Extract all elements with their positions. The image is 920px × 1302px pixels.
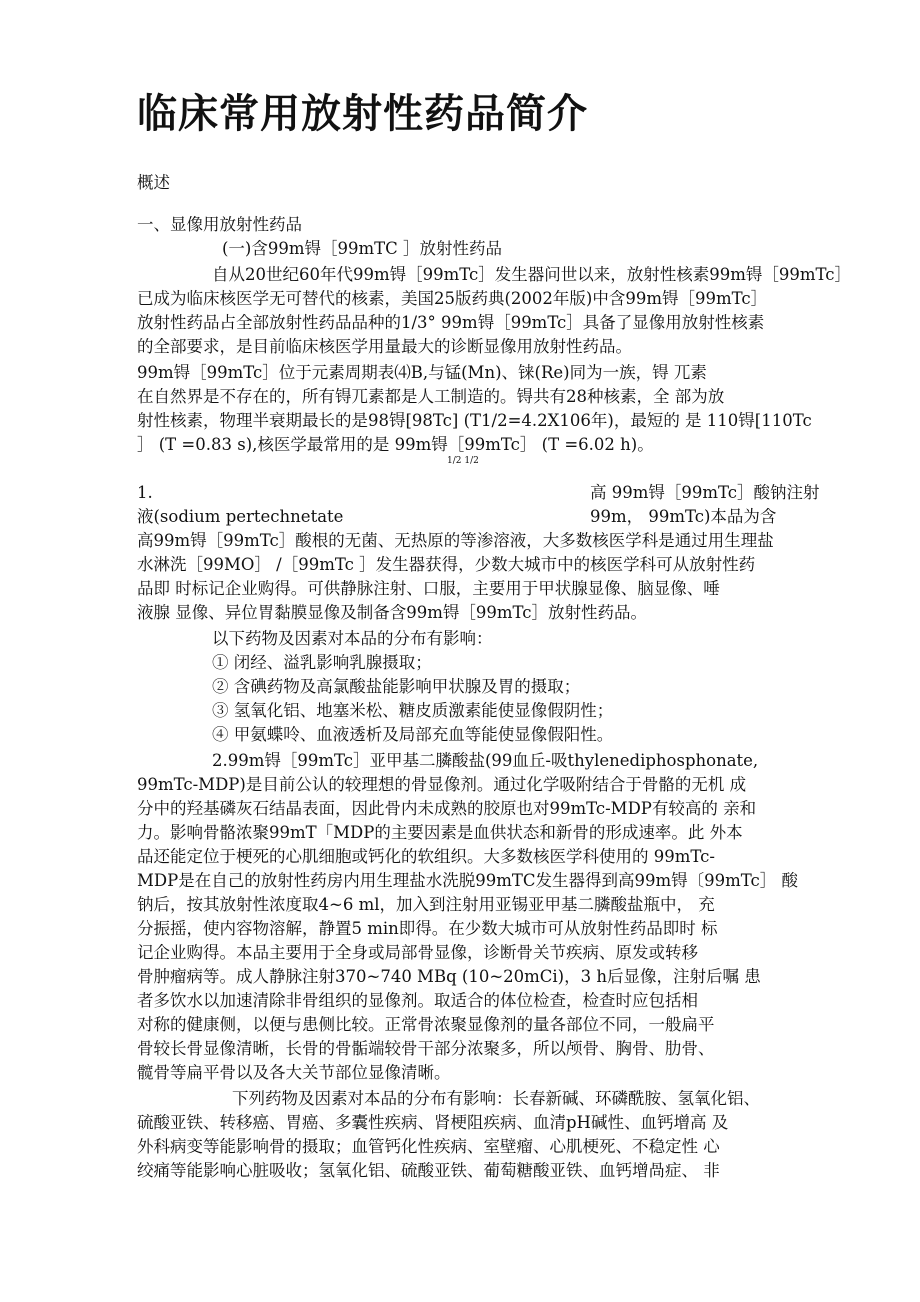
paragraph-line: 液腺 显像、异位胃黏膜显像及制备含99m锝［99mTc］放射性药品。 [137, 603, 647, 622]
factor-item: ① 闭经、溢乳影响乳腺摄取； [212, 653, 432, 672]
paragraph-line: 钠后，按其放射性浓度取4~6 ml，加入到注射用亚锡亚甲基二膦酸盐瓶中， 充 [137, 895, 715, 914]
paragraph-line: 绞痛等能影响心脏吸收；氢氧化铝、硫酸亚铁、葡萄糖酸亚铁、血钙增咼症、 非 [137, 1161, 720, 1180]
item-text-right: 99m， 99mTc)本品为含 [590, 507, 777, 526]
subsection-heading: (一)含99m锝［99mTC ］放射性药品 [222, 239, 503, 258]
item-text-left: 液(sodium pertechnetate [137, 507, 344, 526]
factors-intro: 以下药物及因素对本品的分布有影响： [212, 629, 493, 648]
paragraph-line: 分振摇，使内容物溶解，静置5 min即得。在少数大城市可从放射性药品即时 标 [137, 919, 718, 938]
paragraph-line: 力。影响骨骼浓聚99mT「MDP的主要因素是血供状态和新骨的形成速率。此 外本 [137, 823, 743, 842]
paragraph-line: 者多饮水以加速清除非骨组织的显像剂。取适合的体位检查，检查时应包括相 [137, 991, 698, 1010]
paragraph-line: 对称的健康侧，以便与患侧比较。正常骨浓聚显像剂的量各部位不同，一般扁平 [137, 1015, 715, 1034]
paragraph-line: ］ (T =0.83 s),核医学最常用的是 99m锝［99mTc］ (T =6.02 h)。 [137, 435, 654, 454]
overview-heading: 概述 [137, 173, 170, 192]
paragraph-line: MDP是在自己的放射性药房内用生理盐水洗脱99mTC发生器得到高99m锝〔99mTc］ 酸 [137, 871, 798, 890]
paragraph-line: 放射性药品占全部放射性药品品种的1/3° 99m锝［99mTc］具备了显像用放射性核素 [137, 313, 765, 332]
subscript-note: 1/2 1/2 [447, 456, 479, 466]
paragraph-line: 射性核素，物理半衰期最长的是98锝[98Tc] (T1/2=4.2X106年)，最短的 是 110锝[110Tc [137, 411, 812, 430]
paragraph-line: 硫酸亚铁、转移癌、胃癌、多囊性疾病、肾梗阻疾病、血清pH碱性、血钙增高 及 [137, 1113, 729, 1132]
paragraph-line: 的全部要求，是目前临床核医学用量最大的诊断显像用放射性药品。 [137, 337, 632, 356]
paragraph-line: 外科病变等能影响骨的摄取；血管钙化性疾病、室壁瘤、心肌梗死、不稳定性 心 [137, 1137, 720, 1156]
paragraph-line: 品还能定位于梗死的心肌细胞或钙化的软组织。大多数核医学科使用的 99mTc- [137, 847, 715, 866]
factor-item: ④ 甲氨蝶呤、血液透析及局部充血等能使显像假阳性。 [212, 725, 614, 744]
paragraph-line: 2.99m锝［99mTc］亚甲基二膦酸盐(99血丘-吸thylenediphosphonate, [212, 751, 759, 770]
paragraph-line: 记企业购得。本品主要用于全身或局部骨显像，诊断骨关节疾病、原发或转移 [137, 943, 698, 962]
paragraph-line: 髋骨等扁平骨以及各大关节部位显像清晰。 [137, 1063, 451, 1082]
paragraph-line: 水淋洗［99MO］ /［99mTc ］发生器获得，少数大城市中的核医学科可从放射性药 [137, 555, 756, 574]
paragraph-line: 高99m锝［99mTc］酸根的无菌、无热原的等渗溶液，大多数核医学科是通过用生理盐 [137, 531, 774, 550]
paragraph-line: 骨较长骨显像清晰，长骨的骨骺端较骨干部分浓聚多，所以颅骨、胸骨、肋骨、 [137, 1039, 715, 1058]
item-text-right: 高 99m锝［99mTc］酸钠注射 [590, 483, 820, 502]
factor-item: ③ 氢氧化铝、地塞米松、糖皮质激素能使显像假阴性； [212, 701, 614, 720]
page-title: 临床常用放射性药品简介 [137, 91, 588, 137]
paragraph-line: 品即 时标记企业购得。可供静脉注射、口服，主要用于甲状腺显像、脑显像、唾 [137, 579, 720, 598]
paragraph-line: 99mTc-MDP)是目前公认的较理想的骨显像剂。通过化学吸附结合于骨骼的无机 成 [137, 775, 747, 794]
paragraph-line: 99m锝［99mTc］位于元素周期表⑷B,与锰(Mn)、铼(Re)同为一族，锝 兀素 [137, 363, 707, 382]
paragraph-line: 骨肿瘤病等。成人静脉注射370~740 MBq (10~20mCi)，3 h后显像，注射后嘱 患 [137, 967, 761, 986]
paragraph-line: 下列药物及因素对本品的分布有影响：长春新碱、环磷酰胺、氢氧化铝、 [232, 1089, 760, 1108]
paragraph-line: 在自然界是不存在的，所有锝兀素都是人工制造的。锝共有28种核素，全 部为放 [137, 387, 725, 406]
section-heading: 一、显像用放射性药品 [137, 215, 302, 234]
paragraph-line: 分中的羟基磷灰石结晶表面，因此骨内未成熟的胶原也对99mTc-MDP有较高的 亲和 [137, 799, 757, 818]
paragraph-line: 已成为临床核医学无可替代的核素，美国25版药典(2002年版)中含99m锝［99mTc］ [137, 289, 768, 308]
item-number: 1. [137, 483, 153, 502]
paragraph-line: 自从20世纪60年代99m锝［99mTc］发生器问世以来，放射性核素99m锝［99mTc］ [212, 265, 851, 284]
factor-item: ② 含碘药物及高氯酸盐能影响甲状腺及胃的摄取； [212, 677, 581, 696]
